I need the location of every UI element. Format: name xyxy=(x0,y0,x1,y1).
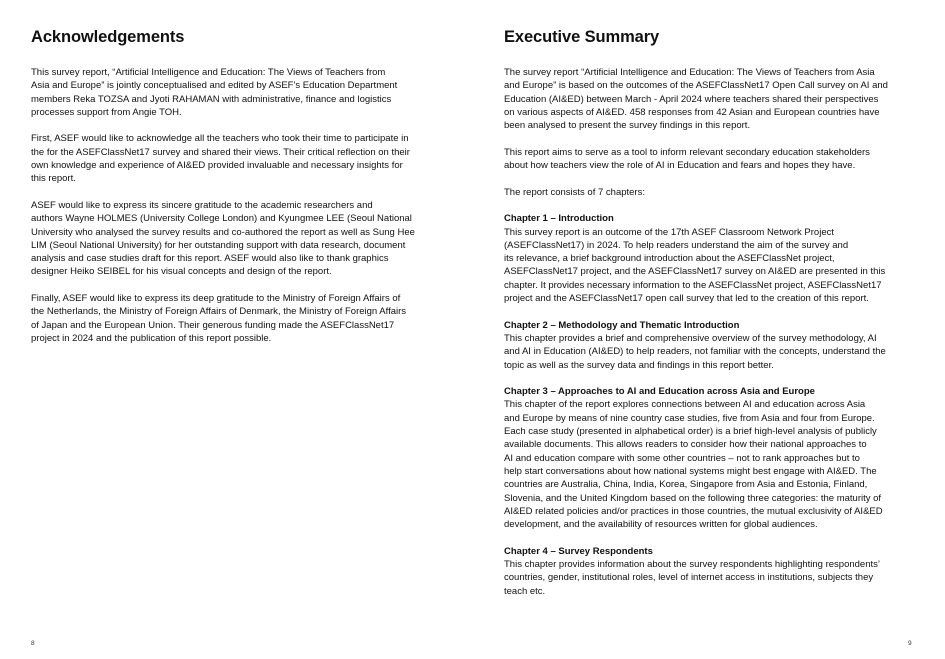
chapter-heading: Chapter 2 – Methodology and Thematic Introduction xyxy=(504,319,740,331)
paragraph: This survey report, “Artificial Intelligence and Education: The Views of Teachers from Asia and Europe” is jointly conceptualised and edited by ASEF’s Education Department members Reka TOZSA and Jyoti RAHAMAN with administrative, finance and logistics processes support from Angie TOH. xyxy=(31,67,398,118)
page-number: 9 xyxy=(908,640,912,647)
chapter-section xyxy=(504,545,916,598)
page-title: Executive Summary xyxy=(504,28,660,46)
acknowledgements-body xyxy=(31,66,446,359)
chapter-text: This chapter provides a brief and comprehensive overview of the survey methodology, AI and AI in Education (AI&ED) to help readers, not familiar with the concepts, understand the topic as well as the survey data and findings in this report better. xyxy=(504,332,886,371)
chapter-heading: Chapter 1 – Introduction xyxy=(504,213,614,225)
paragraph: ASEF would like to express its sincere gratitude to the academic researchers and authors Wayne HOLMES (University College London) and Kyungmee LEE (Seoul National University who analysed the survey results and co-authored the report as well as Sung Hee LIM (Seoul National University) for her outstanding support with data research, document analysis and case studies draft for this report. ASEF would also like to thank graphics designer Heiko SEIBEL for his visual concepts and design of the report. xyxy=(31,199,415,278)
left-page xyxy=(31,0,446,659)
right-page xyxy=(504,0,916,659)
paragraph: This report aims to serve as a tool to inform relevant secondary education stakeholders about how teachers view the role of AI in Education and fears and hopes they have. xyxy=(504,146,870,172)
chapter-section xyxy=(504,319,916,372)
chapter-section xyxy=(504,385,916,531)
executive-summary-body xyxy=(504,66,916,611)
page-title: Acknowledgements xyxy=(31,28,185,46)
paragraph: The survey report “Artificial Intelligence and Education: The Views of Teachers from Asia and Europe” is based on the outcomes of the ASEFClassNet17 Open Call survey on AI and Education (AI&ED) between March - April 2024 where teachers shared their perspectives on various aspects of AI&ED. 458 responses from 42 Asian and European countries have been analysed to present the survey findings in this report. xyxy=(504,67,888,132)
paragraph: First, ASEF would like to acknowledge all the teachers who took their time to participate in the for the ASEFClassNet17 survey and shared their views. Their critical reflection on their own knowledge and experience of AI&ED provided invaluable and necessary insights for this report. xyxy=(31,133,410,185)
paragraph: Finally, ASEF would like to express its deep gratitude to the Ministry of Foreign Affairs of the Netherlands, the Ministry of Foreign Affairs of Denmark, the Ministry of Foreign Affairs of Japan and the European Union. Their generous funding made the ASEFClassNet17 project in 2024 and the publication of this report possible. xyxy=(31,293,407,344)
chapter-heading: Chapter 3 – Approaches to AI and Education across Asia and Europe xyxy=(504,386,815,398)
chapter-text: This survey report is an outcome of the 17th ASEF Classroom Network Project (ASEFClassNet17) in 2024. To help readers understand the aim of the survey and its relevance, a brief background introduction about the ASEFClassNet project, ASEFClassNet17 project, and the ASEFClassNet17 survey on AI&ED are presented in this chapter. It provides necessary information to the ASEFClassNet project, ASEFClassNet17 project and the ASEFClassNet17 open call survey that led to the creation of this report. xyxy=(504,226,886,305)
chapter-section xyxy=(504,212,916,305)
chapter-text: This chapter provides information about the survey respondents highlighting respondents’ countries, gender, institutional roles, level of internet access in institutions, subjects they teach etc. xyxy=(504,558,881,597)
paragraph: The report consists of 7 chapters: xyxy=(504,186,645,198)
chapter-heading: Chapter 4 – Survey Respondents xyxy=(504,545,653,557)
page-number: 8 xyxy=(31,640,35,647)
chapter-text: This chapter of the report explores connections between AI and education across Asia and Europe by means of nine country case studies, five from Asia and four from Europe. Each case study (presented in alphabetical order) is a brief high-level analysis of publicly available documents. This allows readers to consider how their national approaches to AI and education compare with some other countries – not to rank approaches but to help start conversations about how national systems might best engage with AI&ED. The countries are Australia, China, India, Korea, Singapore from Asia and Estonia, Finland, Slovenia, and the United Kingdom based on the following three categories: the maturity of AI&ED related policies and/or practices in those countries, the mutual exclusivity of AI&ED development, and the availability of resources written for global audiences. xyxy=(504,399,883,531)
